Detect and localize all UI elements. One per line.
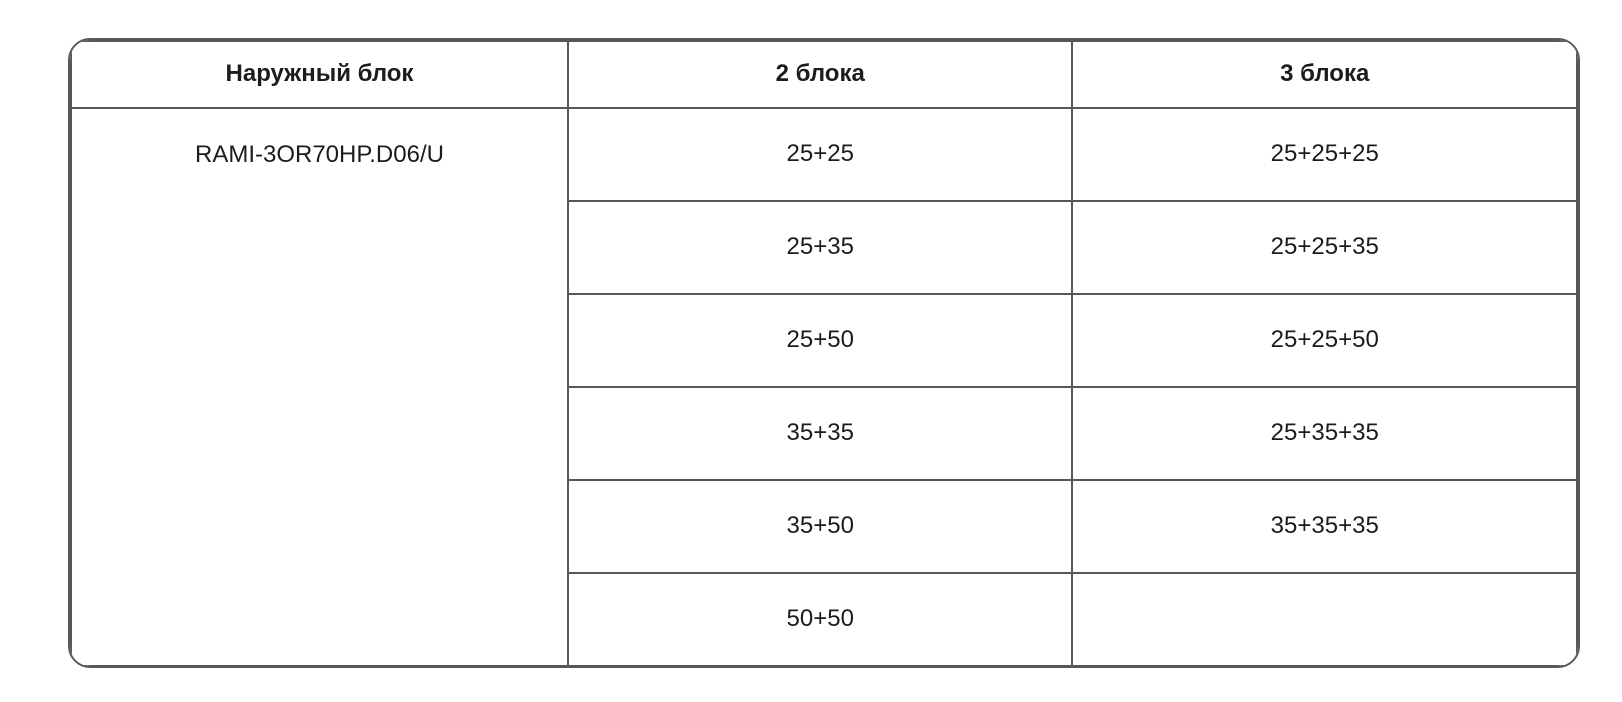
three-blocks-cell (1072, 573, 1577, 666)
outdoor-unit-combinations (70, 40, 1578, 667)
column-header-2-blocks: 2 блока (568, 41, 1073, 108)
two-blocks-cell: 35+50 (568, 480, 1073, 573)
two-blocks-cell: 25+35 (568, 201, 1073, 294)
three-blocks-cell: 25+25+25 (1072, 108, 1577, 201)
header-row (71, 41, 1577, 108)
column-header-3-blocks: 3 блока (1072, 41, 1577, 108)
column-header-outdoor-unit: Наружный блок (71, 41, 568, 108)
three-blocks-cell: 25+35+35 (1072, 387, 1577, 480)
outdoor-unit-model: RAMI-3OR70HP.D06/U (194, 141, 444, 169)
outdoor-unit-cell (71, 108, 568, 666)
three-blocks-cell: 35+35+35 (1072, 480, 1577, 573)
two-blocks-cell: 25+25 (568, 108, 1073, 201)
two-blocks-cell: 25+50 (568, 294, 1073, 387)
two-blocks-cell: 35+35 (568, 387, 1073, 480)
three-blocks-cell: 25+25+50 (1072, 294, 1577, 387)
table-row (71, 108, 1577, 201)
two-blocks-cell: 50+50 (568, 573, 1073, 666)
combinations-table (68, 38, 1580, 668)
three-blocks-cell: 25+25+35 (1072, 201, 1577, 294)
